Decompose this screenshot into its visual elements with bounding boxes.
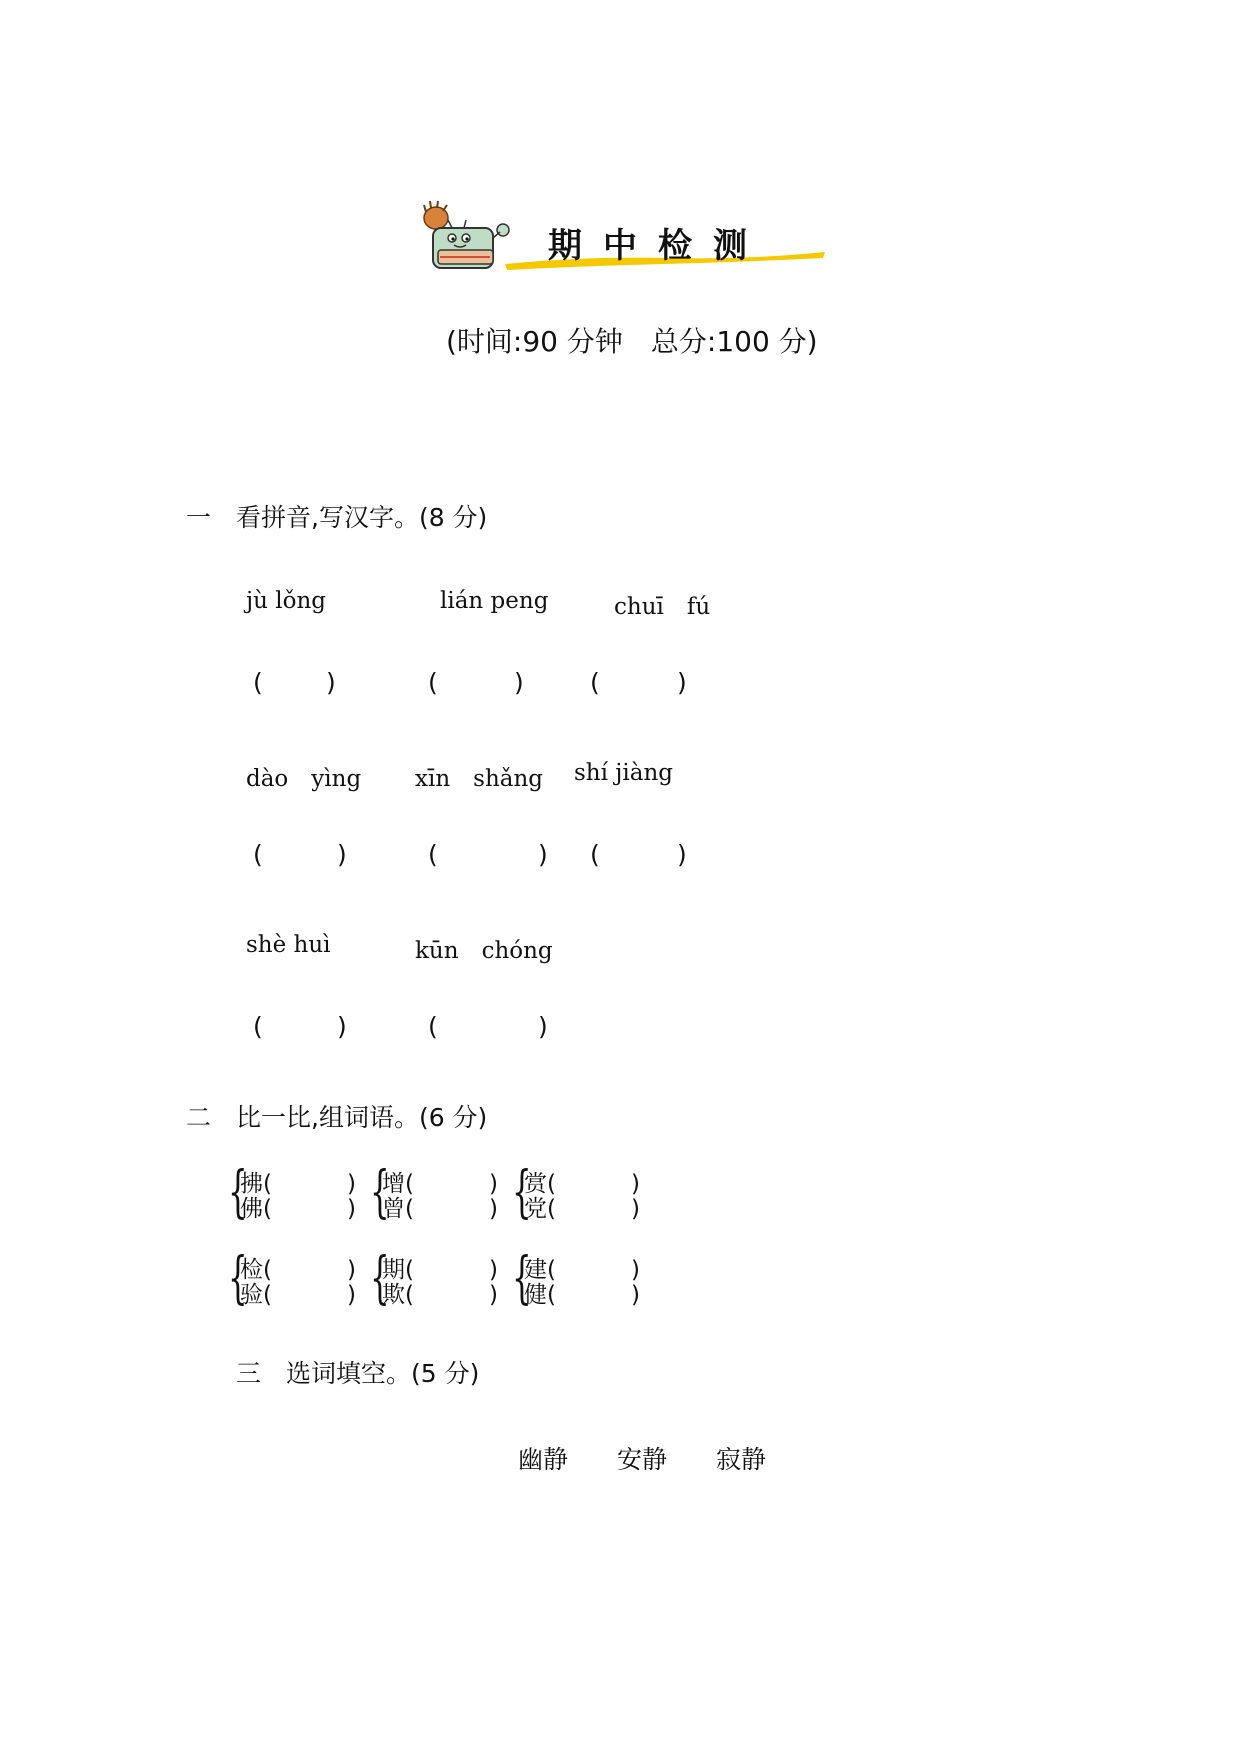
section-number: 一 bbox=[186, 503, 212, 532]
answer-paren-open: ( bbox=[428, 840, 438, 869]
pinyin-item: chuī fú bbox=[614, 594, 711, 620]
pinyin-item: shí jiàng bbox=[574, 760, 674, 786]
section-2-heading bbox=[186, 1098, 487, 1134]
compare-close-parens: ) ) bbox=[347, 1257, 356, 1308]
compare-group bbox=[382, 1172, 414, 1222]
brace-icon: { bbox=[512, 1160, 532, 1225]
pinyin-item: kūn chóng bbox=[415, 938, 553, 964]
compare-char-top: 赏( bbox=[524, 1171, 556, 1197]
compare-group bbox=[524, 1258, 556, 1308]
compare-char-bottom: 佛( bbox=[240, 1196, 272, 1222]
section-title: 比一比,组词语。(6 分) bbox=[236, 1103, 488, 1132]
word-bank-item: 安静 bbox=[617, 1445, 668, 1474]
answer-paren-close: ) bbox=[677, 840, 687, 869]
compare-group bbox=[240, 1258, 272, 1308]
pinyin-item: dào yìng bbox=[246, 766, 362, 792]
compare-char-top: 建( bbox=[524, 1257, 556, 1283]
compare-char-top: 增( bbox=[382, 1171, 414, 1197]
answer-paren-close: ) bbox=[538, 840, 548, 869]
compare-char-bottom: 党( bbox=[524, 1196, 556, 1222]
compare-close-parens: ) ) bbox=[347, 1171, 356, 1222]
compare-close-parens: ) ) bbox=[489, 1171, 498, 1222]
answer-paren-open: ( bbox=[253, 668, 263, 697]
answer-paren-open: ( bbox=[253, 1012, 263, 1041]
brace-icon: { bbox=[370, 1160, 390, 1225]
section-number: 三 bbox=[236, 1359, 262, 1388]
compare-char-bottom: 验( bbox=[240, 1282, 272, 1308]
compare-char-top: 检( bbox=[240, 1257, 272, 1283]
section-number: 二 bbox=[186, 1103, 212, 1132]
answer-paren-close: ) bbox=[538, 1012, 548, 1041]
brace-icon: { bbox=[228, 1246, 248, 1311]
compare-char-bottom: 欺( bbox=[382, 1282, 414, 1308]
answer-paren-open: ( bbox=[428, 1012, 438, 1041]
compare-group bbox=[240, 1172, 272, 1222]
section-3-heading bbox=[236, 1354, 479, 1390]
answer-paren-open: ( bbox=[590, 668, 600, 697]
word-bank-item: 幽静 bbox=[518, 1445, 569, 1474]
compare-char-bottom: 健( bbox=[524, 1282, 556, 1308]
compare-close-parens: ) ) bbox=[631, 1171, 640, 1222]
brace-icon: { bbox=[512, 1246, 532, 1311]
compare-close-parens: ) ) bbox=[631, 1257, 640, 1308]
page-title: 期中检测 bbox=[548, 226, 768, 266]
pinyin-item: jù lǒng bbox=[246, 588, 326, 614]
answer-paren-close: ) bbox=[677, 668, 687, 697]
compare-char-top: 期( bbox=[382, 1257, 414, 1283]
pinyin-item: xīn shǎng bbox=[415, 766, 544, 792]
brace-icon: { bbox=[370, 1246, 390, 1311]
section-1-heading bbox=[186, 498, 487, 534]
compare-group bbox=[382, 1258, 414, 1308]
brace-icon: { bbox=[228, 1160, 248, 1225]
pencil-case-mascot-icon bbox=[418, 200, 518, 280]
compare-close-parens: ) ) bbox=[489, 1257, 498, 1308]
exam-time-score: (时间:90 分钟 总分:100 分) bbox=[446, 325, 818, 358]
section-title: 看拼音,写汉字。(8 分) bbox=[236, 503, 488, 532]
compare-char-bottom: 曾( bbox=[382, 1196, 414, 1222]
compare-char-top: 拂( bbox=[240, 1171, 272, 1197]
pinyin-item: shè huì bbox=[246, 932, 331, 958]
answer-paren-open: ( bbox=[428, 668, 438, 697]
answer-paren-open: ( bbox=[253, 840, 263, 869]
compare-group bbox=[524, 1172, 556, 1222]
section-title: 选词填空。(5 分) bbox=[286, 1359, 480, 1388]
answer-paren-open: ( bbox=[590, 840, 600, 869]
answer-paren-close: ) bbox=[514, 668, 524, 697]
answer-paren-close: ) bbox=[337, 1012, 347, 1041]
answer-paren-close: ) bbox=[337, 840, 347, 869]
pinyin-item: lián peng bbox=[440, 588, 549, 614]
word-bank-item: 寂静 bbox=[716, 1445, 767, 1474]
answer-paren-close: ) bbox=[326, 668, 336, 697]
